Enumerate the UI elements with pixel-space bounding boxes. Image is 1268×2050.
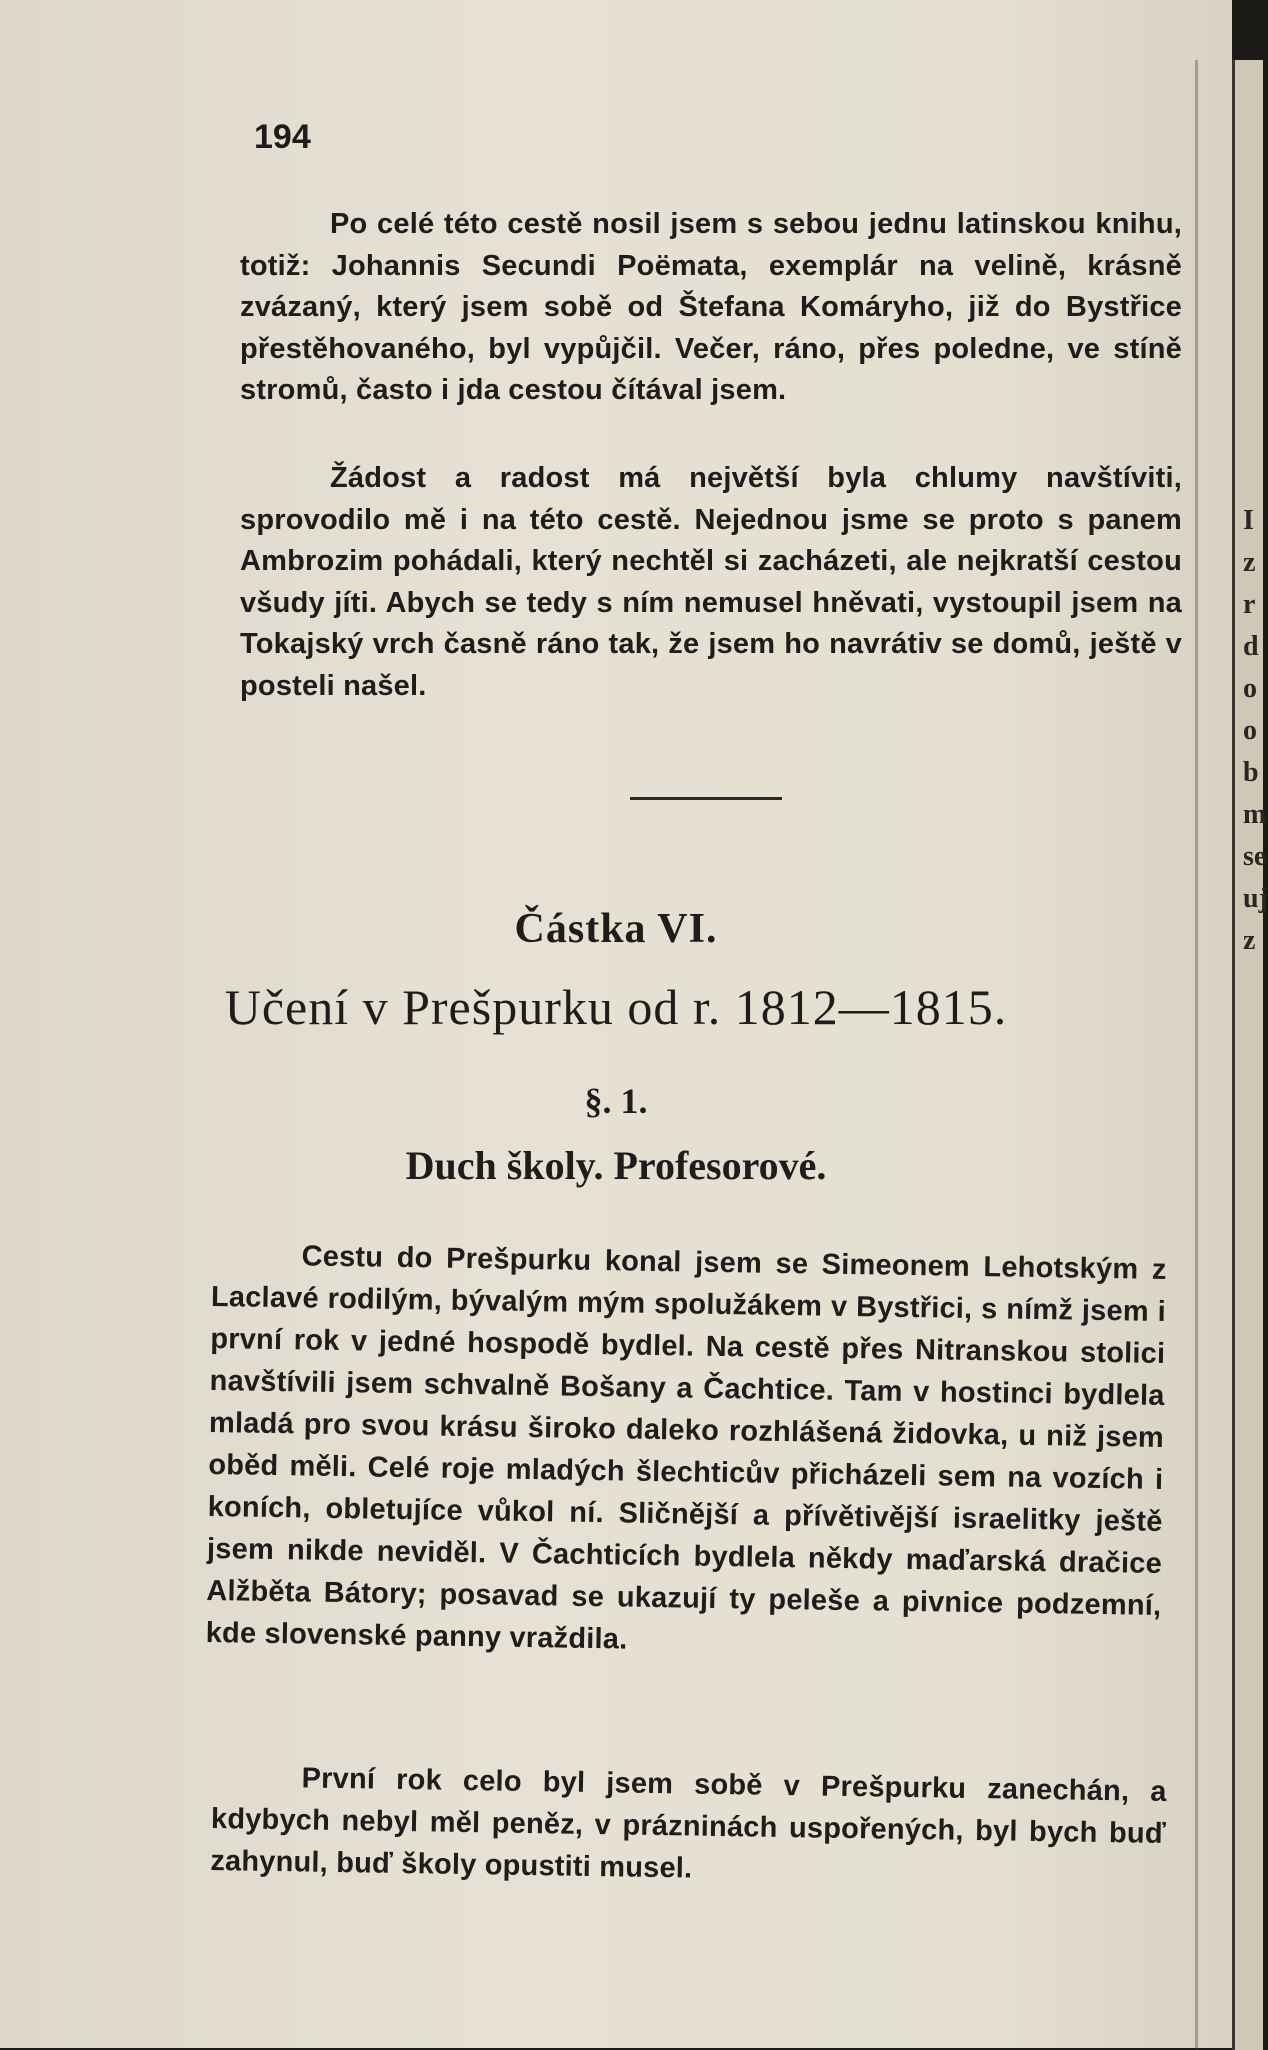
chapter-label: Částka VI. — [514, 906, 718, 952]
edge-letter: b — [1243, 757, 1259, 788]
edge-letter: z — [1243, 547, 1256, 578]
edge-letter: m — [1243, 799, 1267, 830]
gutter-shadow — [1195, 60, 1198, 2050]
paragraph-4: První rok celo byl jsem sobě v Prešpurku zanechán, a kdybych nebyl měl peněz, v prázninách uspořených, byl bych buď zahynul, buď školy opustiti musel. — [210, 1762, 1167, 1885]
edge-letter: o — [1243, 673, 1257, 704]
section-divider — [630, 797, 782, 800]
chapter-title: Učení v Prešpurku od r. 1812—1815. — [224, 979, 1008, 1035]
edge-letter: se — [1243, 841, 1267, 872]
edge-letter: uj — [1243, 883, 1268, 914]
edge-letter: r — [1243, 589, 1256, 620]
edge-letter: o — [1243, 715, 1257, 746]
section-title: Duch školy. Profesorové. — [405, 1143, 827, 1188]
edge-letter: z — [1243, 925, 1256, 956]
paragraph-2: Žádost a radost má největší byla chlumy navštíviti, sprovodilo mě i na této cestě. Nejednou jsme se proto s panem Ambrozim pohádali, který nechtěl si zacházeti, ale nejkratší cestou všudy jíti. Abych se tedy s ním nemusel hněvati, vystoupil jsem na Tokajský vrch časně ráno tak, že jsem ho navrátiv se domů, ještě v posteli našel. — [240, 462, 1182, 702]
paragraph-3: Cestu do Prešpurku konal jsem se Simeonem Lehotským z Laclavé rodilým, bývalým mým spolužákem v Bystřici, s nímž jsem i první rok v jedné hospodě bydlel. Na cestě přes Nitranskou stolici navštívili jsem schvalně Bošany a Čachtice. Tam v hostinci bydlela mladá pro svou krásu široko daleko rozhlášená židovka, u niž jsem oběd měli. Celé roje mladých šlechticův přicházeli sem na vozích i koních, obletujíce vůkol ní. Sličnější a přívětivější israelitky ještě jsem nikde neviděl. V Čachticích bydlela někdy maďarská dračice Alžběta Bátory; posavad se ukazují ty peleše a pivnice podzemní, kde slovenské panny vraždila. — [205, 1240, 1167, 1656]
paragraph-1: Po celé této cestě nosil jsem s sebou jednu latinskou knihu, totiž: Johannis Secundi Poëmata, exemplár na velině, krásně zvázaný, který jsem sobě od Štefana Komáryho, již do Bystřice přestěhovaného, byl vypůjčil. Večer, ráno, přes poledne, ve stíně stromů, často i jda cestou čítával jsem. — [240, 208, 1182, 406]
edge-letter: I — [1243, 505, 1254, 536]
adjacent-page-edge — [1232, 60, 1268, 2050]
edge-letter: d — [1243, 631, 1259, 662]
section-number: §. 1. — [584, 1081, 648, 1121]
page-number: 194 — [254, 118, 311, 156]
